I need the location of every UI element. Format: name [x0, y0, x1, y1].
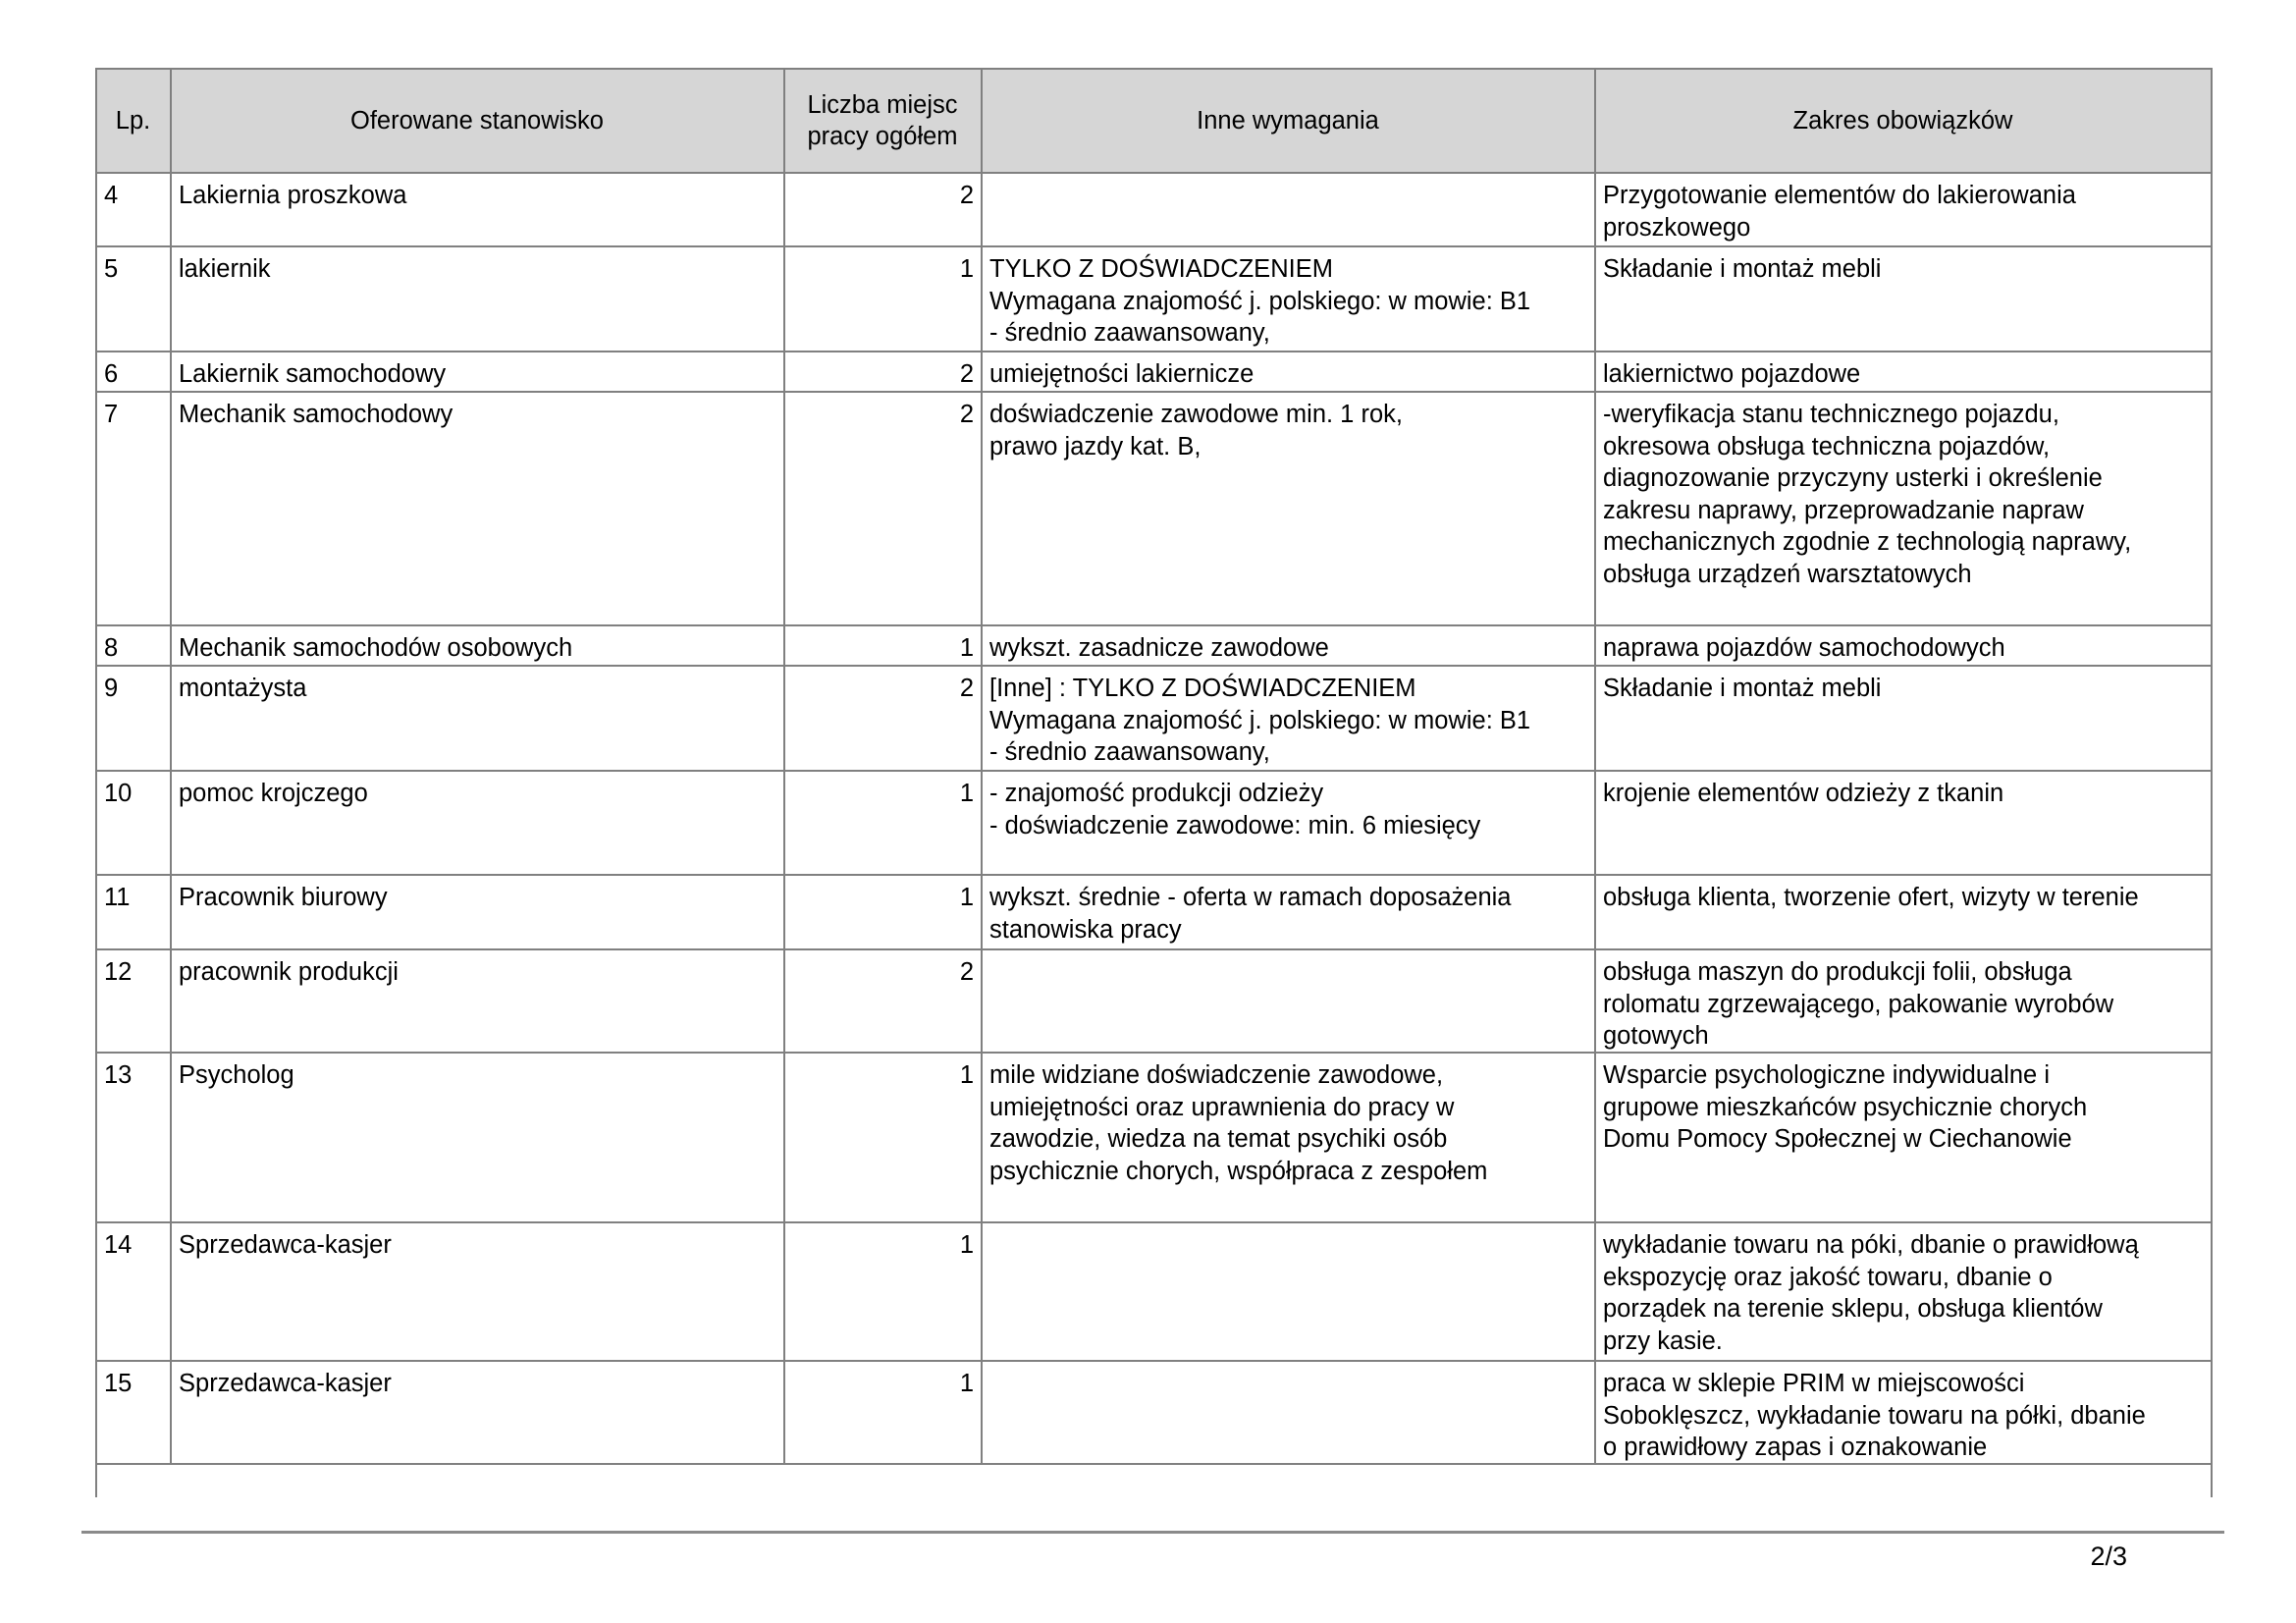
- header-requirements: Inne wymagania: [1197, 106, 1379, 135]
- cell-duties: Składanie i montaż mebli: [1603, 675, 1882, 702]
- cell-position: Lakiernia proszkowa: [179, 182, 407, 209]
- cell-lp: 6: [104, 360, 119, 388]
- cell-requirements: TYLKO Z DOŚWIADCZENIEM Wymagana znajomość j. polskiego: w mowie: B1 - średnio zaawansowany,: [989, 255, 1531, 347]
- cell-lp: 7: [104, 401, 119, 428]
- cell-lp: 8: [104, 634, 119, 662]
- page-number: 2/3: [2090, 1542, 2127, 1571]
- cell-count: 1: [959, 1061, 974, 1089]
- cell-duties: obsługa klienta, tworzenie ofert, wizyty w terenie: [1603, 884, 2139, 911]
- table-border-vertical: [2211, 68, 2213, 1497]
- cell-lp: 13: [104, 1061, 133, 1089]
- cell-duties: Wsparcie psychologiczne indywidualne i grupowe mieszkańców psychicznie chorych Domu Pomocy Społecznej w Ciechanowie: [1603, 1061, 2088, 1153]
- cell-position: Sprzedawca-kasjer: [179, 1231, 392, 1259]
- cell-requirements: [989, 180, 1587, 247]
- cell-requirements: mile widziane doświadczenie zawodowe, umiejętności oraz uprawnienia do pracy w zawodzie, wiedza na temat psychiki osób psychicznie chorych, współpraca z zespołem: [989, 1061, 1488, 1185]
- header-position: Oferowane stanowisko: [350, 106, 604, 135]
- cell-lp: 4: [104, 182, 119, 209]
- cell-duties: Przygotowanie elementów do lakierowania proszkowego: [1603, 182, 2076, 242]
- cell-position: pracownik produkcji: [179, 958, 399, 986]
- cell-duties: lakiernictwo pojazdowe: [1603, 360, 1861, 388]
- cell-duties: naprawa pojazdów samochodowych: [1603, 634, 2005, 662]
- cell-lp: 12: [104, 958, 133, 986]
- cell-position: Psycholog: [179, 1061, 294, 1089]
- cell-count: 2: [959, 360, 974, 388]
- cell-position: Sprzedawca-kasjer: [179, 1370, 392, 1397]
- cell-duties: obsługa maszyn do produkcji folii, obsługa rolomatu zgrzewającego, pakowanie wyrobów gotowych: [1603, 958, 2114, 1050]
- cell-requirements: wykszt. średnie - oferta w ramach doposażenia stanowiska pracy: [989, 884, 1512, 944]
- cell-duties: -weryfikacja stanu technicznego pojazdu, okresowa obsługa techniczna pojazdów, diagnozowanie przyczyny usterki i określenie zakresu naprawy, przeprowadzanie napraw mechanicznych zgodnie z technologią naprawy, obsługa urządzeń warsztatowych: [1603, 401, 2132, 588]
- cell-lp: 10: [104, 780, 133, 807]
- cell-lp: 9: [104, 675, 119, 702]
- cell-duties: Składanie i montaż mebli: [1603, 255, 1882, 283]
- cell-position: Pracownik biurowy: [179, 884, 388, 911]
- cell-lp: 14: [104, 1231, 133, 1259]
- cell-lp: 11: [104, 884, 131, 911]
- cell-count: 1: [959, 1231, 974, 1259]
- cell-requirements: - znajomość produkcji odzieży - doświadczenie zawodowe: min. 6 miesięcy: [989, 780, 1481, 839]
- cell-count: 1: [959, 780, 974, 807]
- cell-requirements: doświadczenie zawodowe min. 1 rok, prawo jazdy kat. B,: [989, 401, 1403, 460]
- header-count: Liczba miejsc pracy ogółem: [807, 90, 958, 150]
- cell-requirements: [Inne] : TYLKO Z DOŚWIADCZENIEM Wymagana znajomość j. polskiego: w mowie: B1 - średnio zaawansowany,: [989, 675, 1531, 766]
- table-border-vertical: [981, 68, 983, 1465]
- cell-count: 1: [959, 634, 974, 662]
- cell-duties: praca w sklepie PRIM w miejscowości Soboklęszcz, wykładanie towaru na półki, dbanie o prawidłowy zapas i oznakowanie: [1603, 1370, 2146, 1461]
- cell-position: Lakiernik samochodowy: [179, 360, 447, 388]
- cell-requirements: [989, 1229, 1587, 1362]
- cell-position: Mechanik samochodów osobowych: [179, 634, 573, 662]
- header-lp: Lp.: [115, 106, 151, 135]
- cell-position: montażysta: [179, 675, 307, 702]
- cell-requirements: [989, 1368, 1587, 1465]
- table-border-vertical: [1594, 68, 1596, 1465]
- cell-requirements: umiejętności lakiernicze: [989, 360, 1255, 388]
- cell-duties: krojenie elementów odzieży z tkanin: [1603, 780, 2004, 807]
- cell-count: 1: [959, 1370, 974, 1397]
- cell-duties: wykładanie towaru na póki, dbanie o prawidłową ekspozycję oraz jakość towaru, dbanie o porządek na terenie sklepu, obsługa klientów przy kasie.: [1603, 1231, 2139, 1355]
- cell-count: 2: [959, 958, 974, 986]
- cell-count: 2: [959, 401, 974, 428]
- cell-position: pomoc krojczego: [179, 780, 368, 807]
- cell-position: lakiernik: [179, 255, 271, 283]
- table-border-vertical: [170, 68, 172, 1465]
- cell-count: 1: [959, 884, 974, 911]
- cell-position: Mechanik samochodowy: [179, 401, 454, 428]
- table-border-vertical: [783, 68, 785, 1465]
- header-duties: Zakres obowiązków: [1792, 106, 2013, 135]
- cell-count: 2: [959, 675, 974, 702]
- cell-count: 1: [959, 255, 974, 283]
- cell-lp: 5: [104, 255, 119, 283]
- table-border-vertical: [95, 68, 97, 1497]
- footer-divider: [81, 1531, 2224, 1534]
- cell-lp: 15: [104, 1370, 133, 1397]
- cell-requirements: [989, 956, 1587, 1054]
- table-border-horizontal: [95, 172, 2213, 174]
- cell-requirements: wykszt. zasadnicze zawodowe: [989, 634, 1329, 662]
- cell-count: 2: [959, 182, 974, 209]
